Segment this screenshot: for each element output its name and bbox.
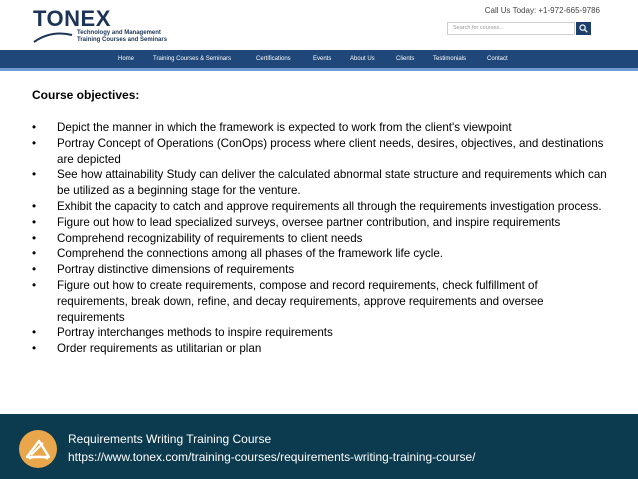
- list-item: • Portray interchanges methods to inspire requirements: [32, 325, 607, 341]
- list-item: • Order requirements as utilitarian or plan: [32, 341, 607, 357]
- call-us-phone[interactable]: Call Us Today: +1-972-665-9786: [484, 6, 600, 15]
- nav-item-home[interactable]: Home: [118, 56, 135, 62]
- objectives-list: [32, 120, 607, 357]
- list-item: • Figure out how to create requirements, compose and record requirements, check fulfillment of requirements, break down, refine, and decay requirements, approve requirements and oversee requirements: [32, 278, 607, 325]
- main-content: [0, 74, 638, 408]
- nav-item-events[interactable]: Events: [313, 56, 332, 62]
- search-icon: [579, 24, 588, 33]
- nav-item-clients[interactable]: Clients: [396, 56, 415, 62]
- list-item: • Depict the manner in which the framework is expected to work from the client's viewpoint: [32, 120, 607, 136]
- logo-tagline-1: Technology and Management: [77, 30, 161, 36]
- list-item: • Figure out how to lead specialized surveys, oversee partner contribution, and inspire requirements: [32, 215, 607, 231]
- nav-item-certifications[interactable]: Certifications: [256, 56, 291, 62]
- logo-tagline-2: Training Courses and Seminars: [77, 37, 168, 43]
- footer-banner: [0, 414, 638, 479]
- list-item: • See how attainability Study can deliver the calculated abnormal state structure and requirements which can be utilized as a beginning stage for the venture.: [32, 167, 607, 199]
- nav-item-training-courses[interactable]: Training Courses & Seminars: [153, 56, 232, 62]
- search-button[interactable]: [576, 22, 591, 35]
- pencil-logo-icon: [19, 430, 57, 468]
- list-item: • Portray Concept of Operations (ConOps) process where client needs, desires, objectives, and destinations are depicted: [32, 136, 607, 168]
- logo-wordmark: TONEX: [33, 6, 111, 31]
- list-item: • Exhibit the capacity to catch and approve requirements all through the requirements investigation process.: [32, 199, 607, 215]
- nav-item-testimonials[interactable]: Testimonials: [433, 56, 467, 62]
- list-item: • Comprehend the connections among all phases of the framework life cycle.: [32, 246, 607, 262]
- list-item: • Portray distinctive dimensions of requirements: [32, 262, 607, 278]
- tonex-logo[interactable]: [33, 8, 173, 46]
- nav-item-about-us[interactable]: About Us: [350, 56, 375, 62]
- nav-item-contact[interactable]: Contact: [487, 56, 508, 62]
- site-header: [0, 0, 638, 50]
- list-item: • Comprehend recognizability of requirements to client needs: [32, 231, 607, 247]
- footer-course-name: Requirements Writing Training Course: [68, 432, 272, 446]
- footer-course-url[interactable]: https://www.tonex.com/training-courses/requirements-writing-training-course/: [68, 450, 476, 464]
- page-title: Course objectives:: [32, 88, 140, 102]
- logo-swoosh-icon: [33, 32, 73, 44]
- search-input[interactable]: Search for courses...: [447, 22, 575, 35]
- main-nav: [0, 50, 638, 71]
